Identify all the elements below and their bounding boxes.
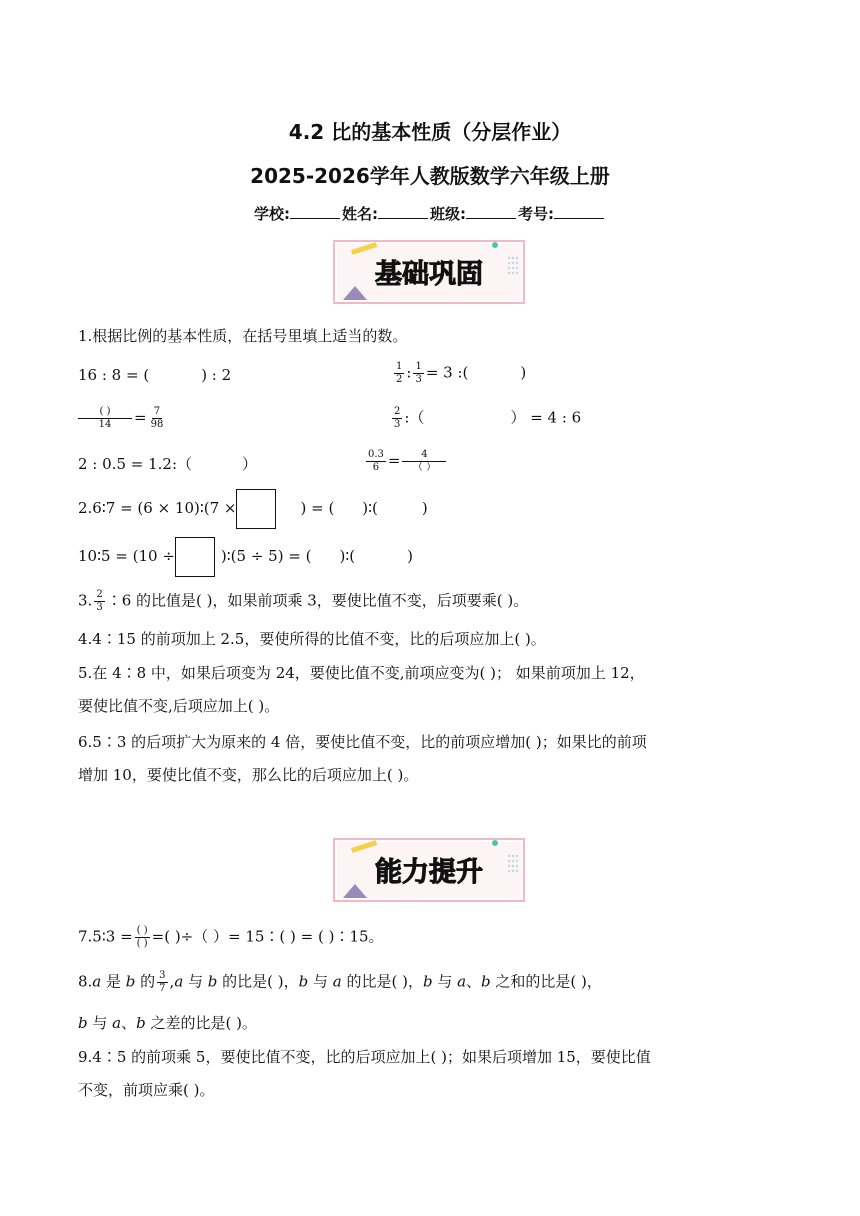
q1-item-a: 16 : 8 = ( ) : 2 (78, 366, 232, 384)
section-banner-advanced (333, 838, 525, 902)
section-banner-advanced-text: 能力提升 (375, 857, 483, 888)
student-info-line (0, 203, 860, 224)
class-blank[interactable] (466, 204, 516, 219)
fraction: $\frac{3}{7}$ (159, 970, 166, 994)
q4: 4.4∶15 的前项加上 2.5，要使所得的比值不变，比的后项应加上( )。 (78, 630, 546, 648)
name-label: 姓名: (342, 205, 378, 223)
q1-item-e: 2 : 0.5 = 1.2:（ ） (78, 455, 258, 473)
name-blank[interactable] (378, 204, 428, 219)
q1-item-b: $\frac{1}{2}$ : $\frac{1}{3}$ = 3 :( ) (396, 361, 527, 385)
q5-line-2: 要使比值不变,后项应加上( )。 (78, 697, 280, 715)
q8-line-2: 𝑏 与 𝑎、𝑏 之差的比是( )。 (78, 1014, 257, 1032)
q2-line-1: 2.6∶7 = (6 × 10)∶(7 × ) = ( )∶( ) (78, 488, 428, 529)
fraction: $\frac{1}{2}$ (396, 361, 403, 385)
fraction: $\frac{4}{( )}$ (402, 449, 446, 474)
answer-box[interactable] (236, 489, 276, 529)
q1-item-c: $\frac{( )}{14}$ = $\frac{7}{98}$ (76, 406, 167, 431)
school-label: 学校: (254, 205, 290, 223)
fraction: $\frac{7}{98}$ (150, 406, 164, 430)
q9-line-2: 不变，前项应乘( )。 (78, 1081, 215, 1099)
q6-line-1: 6.5∶3 的后项扩大为原来的 4 倍，要使比值不变，比的前项应增加( )；如果比的前项 (78, 733, 647, 751)
q5-line-1: 5.在 4∶8 中，如果后项变为 24，要使比值不变,前项应变为( )； 如果前项加上 12， (78, 664, 645, 682)
fraction: $\frac{( )}{( )}$ (136, 925, 148, 949)
fraction: $\frac{2}{3}$ (394, 406, 401, 430)
fraction: $\frac{0.3}{6}$ (368, 449, 384, 473)
section-banner-basic (333, 240, 525, 304)
q7: 7.5∶3 = $\frac{( )}{( )}$ =( )÷（ ）= 15∶( ) = ( )∶15。 (78, 925, 384, 949)
number-label: 考号: (518, 205, 554, 223)
class-label: 班级: (430, 205, 466, 223)
q1-item-d: $\frac{2}{3}$ :（ ） = 4 : 6 (394, 406, 582, 430)
school-blank[interactable] (290, 204, 340, 219)
fraction: $\frac{( )}{14}$ (78, 406, 132, 431)
page-subtitle: 2025-2026学年人教版数学六年级上册 (250, 164, 610, 188)
answer-box[interactable] (175, 537, 215, 577)
q1-stem: 1.根据比例的基本性质，在括号里填上适当的数。 (78, 327, 408, 345)
q2-line-2: 10∶5 = (10 ÷ )∶(5 ÷ 5) = ( )∶( ) (78, 536, 413, 577)
q1-item-f: $\frac{0.3}{6}$ = $\frac{4}{( )}$ (364, 449, 448, 474)
fraction: $\frac{2}{3}$ (96, 589, 103, 613)
fraction: $\frac{1}{3}$ (415, 361, 422, 385)
number-blank[interactable] (554, 204, 604, 219)
q9-line-1: 9.4∶5 的前项乘 5，要使比值不变，比的后项应加上( )；如果后项增加 15，要使比值 (78, 1048, 651, 1066)
section-banner-basic-text: 基础巩固 (375, 259, 483, 290)
q8-line-1: 8.𝑎 是 𝑏 的 $\frac{3}{7}$ ,𝑎 与 𝑏 的比是( )，𝑏 与 𝑎 的比是( )，𝑏 与 𝑎、𝑏 之和的比是( )， (78, 970, 602, 994)
q3: 3. $\frac{2}{3}$ ∶6 的比值是( )，如果前项乘 3，要使比值不变，后项要乘( )。 (78, 589, 529, 613)
q6-line-2: 增加 10，要使比值不变，那么比的后项应加上( )。 (78, 766, 419, 784)
page-title: 4.2 比的基本性质（分层作业） (288, 120, 572, 144)
